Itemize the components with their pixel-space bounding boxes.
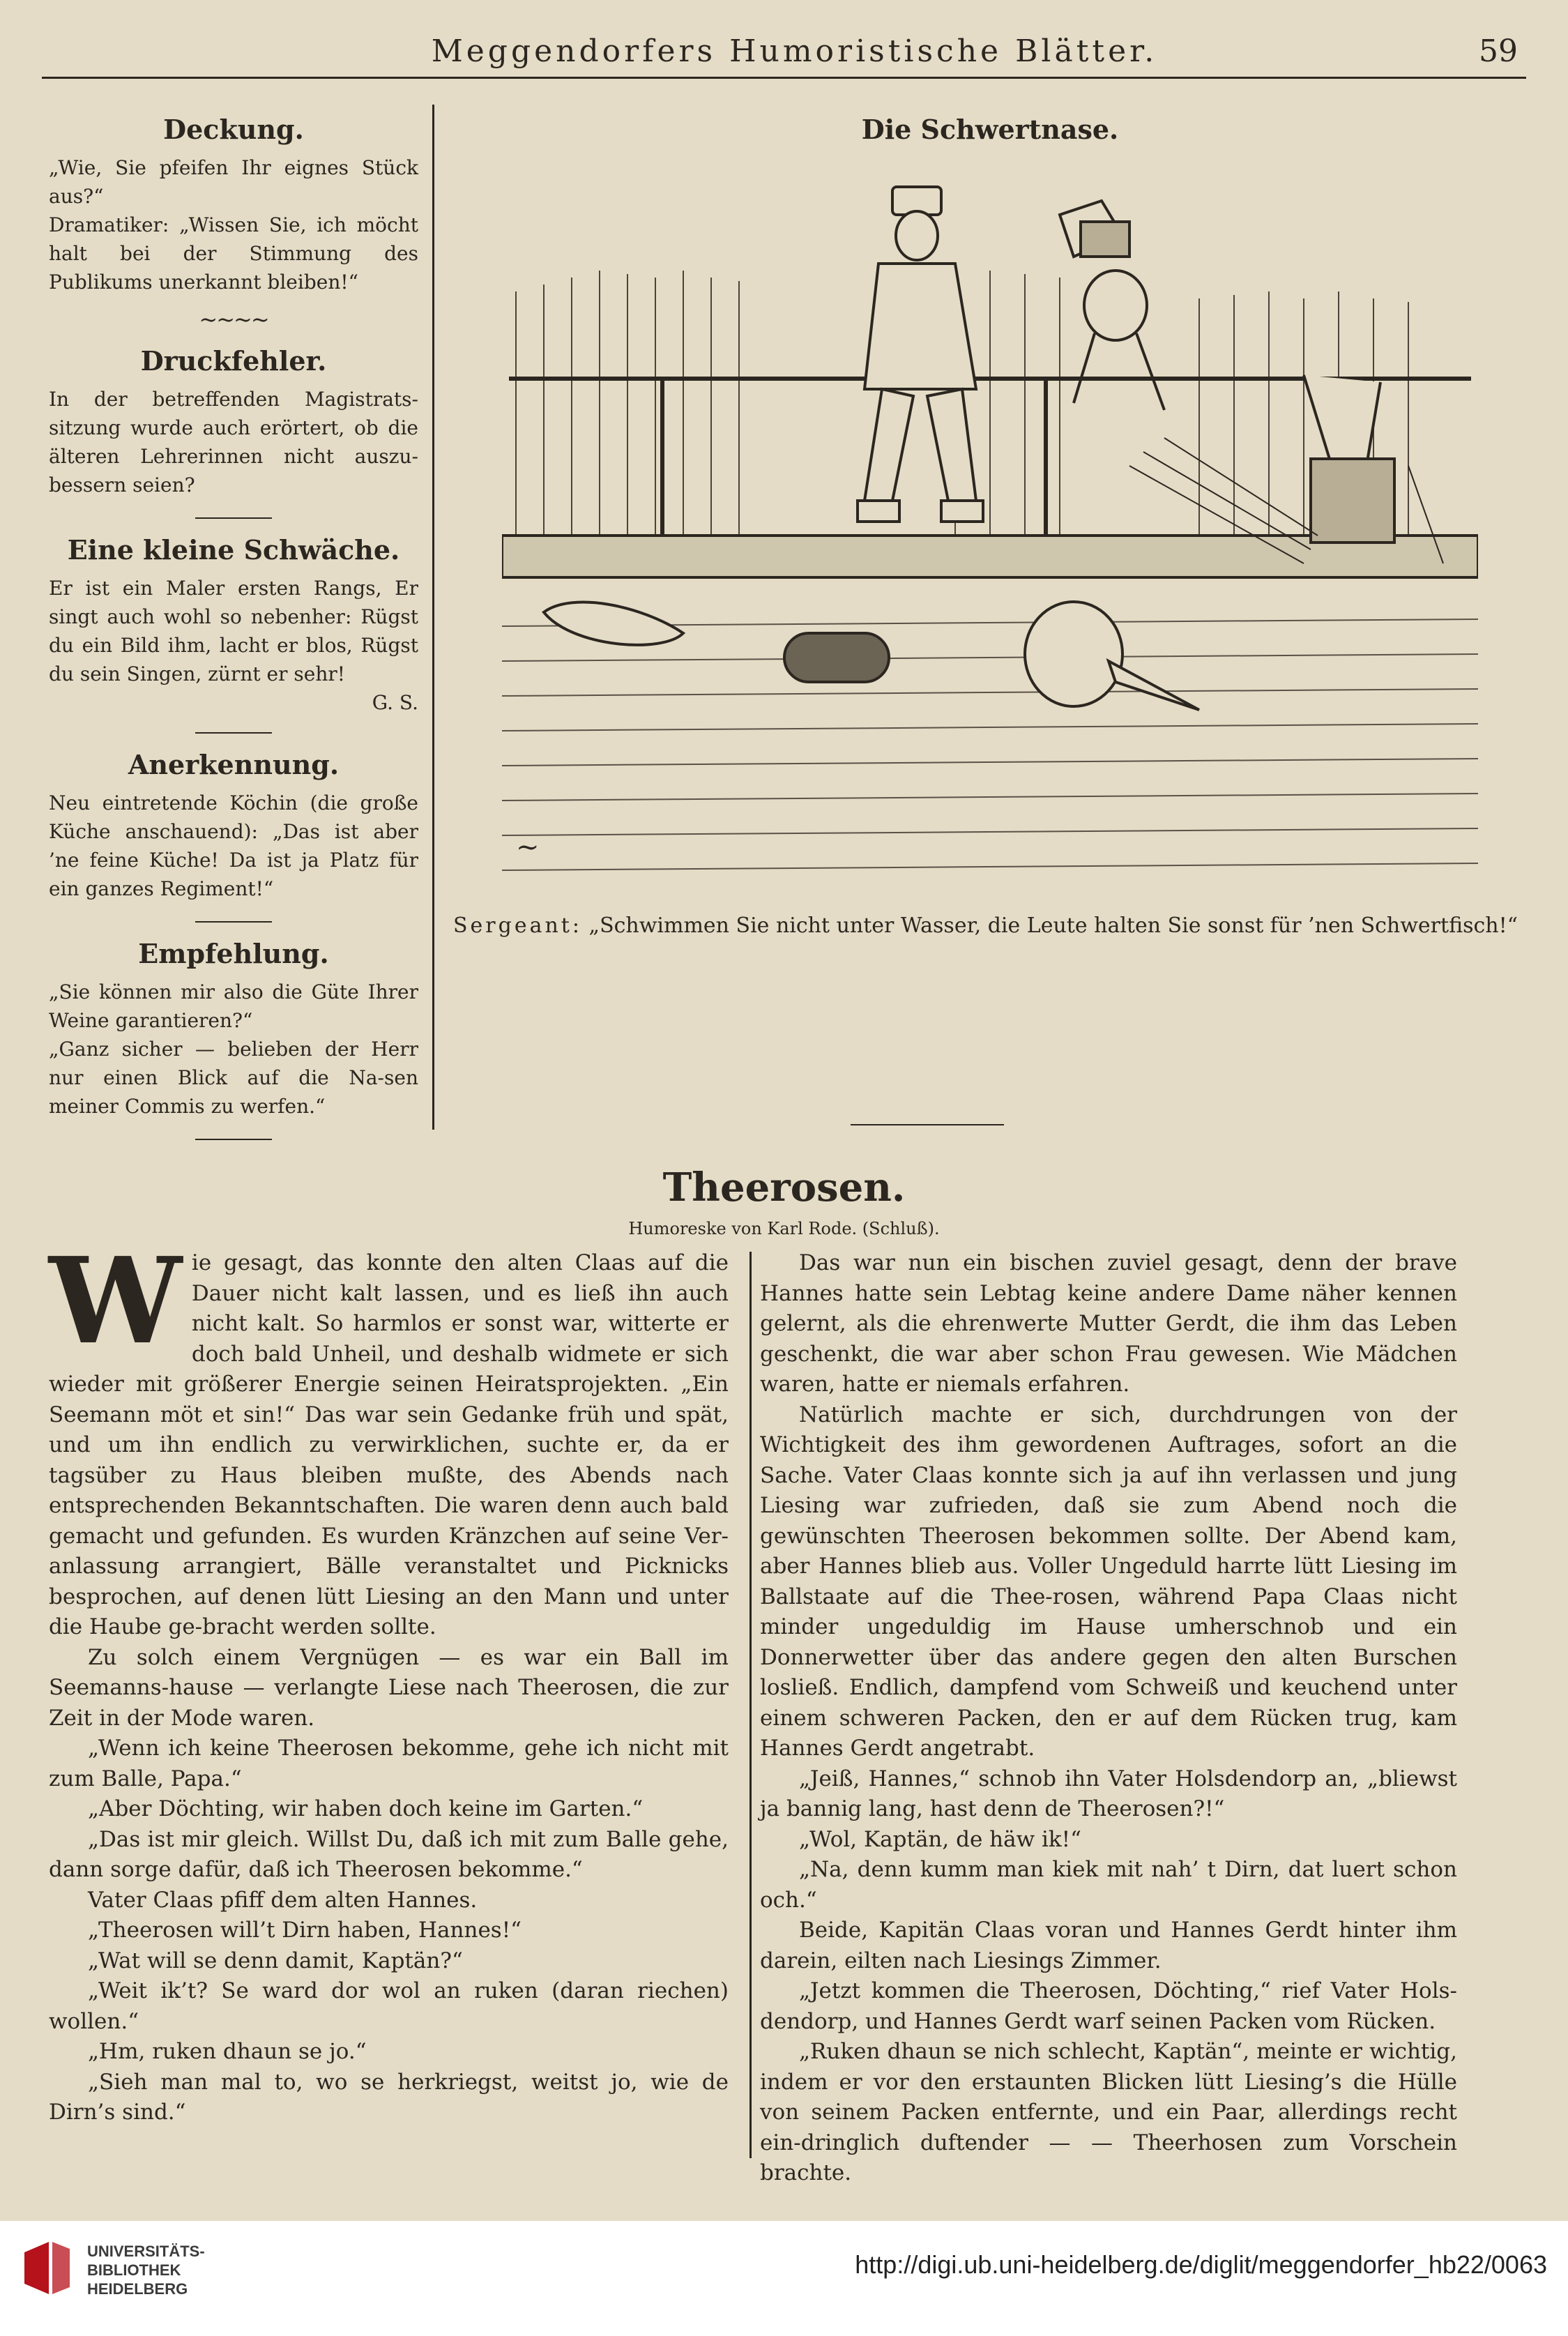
library-name bbox=[87, 2242, 205, 2298]
sergeant-figure bbox=[858, 187, 983, 522]
caption-speaker: Sergeant: bbox=[453, 913, 582, 938]
joke-title: Anerkennung. bbox=[128, 749, 340, 780]
story-paragraph: „Weit ik’t? Se ward dor wol an ruken (daran riechen) wollen.“ bbox=[49, 1978, 729, 2034]
artist-signature: ~ bbox=[516, 831, 540, 863]
joke-title: Empfehlung. bbox=[138, 938, 329, 969]
story-paragraph: „Jeiß, Hannes,“ schnob ihn Vater Holsdendorp an, „bliewst ja bannig lang, hast denn de Theerosen?!“ bbox=[760, 1766, 1457, 1821]
joke-anerkennung bbox=[49, 749, 418, 923]
story-subtitle: Humoreske von Karl Rode. (Schluß). bbox=[628, 1219, 940, 1238]
source-url[interactable]: http://digi.ub.uni-heidelberg.de/diglit/meggendorfer_hb22/0063 bbox=[855, 2250, 1547, 2279]
joke-text: Neu eintretende Köchin (die große Küche anschauend): „Das ist aber ’ne feine Küche! Da ist ja Platz für ein ganzes Regiment!“ bbox=[49, 791, 418, 900]
joke-schwaeche bbox=[49, 534, 418, 734]
cartoon-title: Die Schwertnase. bbox=[861, 114, 1119, 145]
caption-text: „Schwimmen Sie nicht unter Wasser, die Leute halten Sie sonst für ’nen Schwertfisch!“ bbox=[588, 913, 1518, 938]
story-paragraph: „Jetzt kommen die Theerosen, Döchting,“ rief Vater Hols-dendorp, und Hannes Gerdt warf seinen Packen vom Rücken. bbox=[760, 1978, 1457, 2034]
story-paragraph: „Aber Döchting, wir haben doch keine im Garten.“ bbox=[88, 1796, 644, 1821]
plunging-swimmer bbox=[1304, 375, 1394, 543]
joke-druckfehler bbox=[49, 345, 418, 519]
joke-title: Druckfehler. bbox=[140, 345, 327, 377]
separator-rule bbox=[195, 517, 272, 519]
story-paragraph: „Hm, ruken dhaun se jo.“ bbox=[88, 2039, 367, 2064]
story-title: Theerosen. bbox=[662, 1165, 906, 1211]
story-paragraph: „Wol, Kaptän, de häw ik!“ bbox=[799, 1826, 1081, 1852]
joke-empfehlung bbox=[49, 938, 418, 1140]
running-head bbox=[63, 28, 1526, 77]
joke-signature: G. S. bbox=[372, 691, 418, 714]
joke-text: „Ganz sicher — belieben der Herr nur einen Blick auf die Na-sen meiner Commis zu werfen.“ bbox=[49, 1038, 418, 1118]
story-paragraph: Beide, Kapitän Claas voran und Hannes Gerdt hinter ihm darein, eilten nach Liesings Zimmer. bbox=[760, 1918, 1457, 1973]
separator-rule bbox=[195, 732, 272, 734]
cartoon-block bbox=[453, 101, 1527, 941]
running-title: Meggendorfers Humoristische Blätter. bbox=[431, 33, 1158, 69]
header-rule bbox=[42, 77, 1526, 79]
separator-rule bbox=[195, 921, 272, 923]
drop-cap: W bbox=[49, 1231, 182, 1371]
joke-text: In der betreffenden Magistrats-sitzung wurde auch erörtert, ob die älteren Lehrerinnen nicht auszu-bessern seien? bbox=[49, 388, 418, 496]
story-paragraph: Das war nun ein bischen zuviel gesagt, denn der brave Hannes hatte sein Lebtag keine andere Dame näher kennen gelernt, als die ehrenwerte Mutter Gerdt, die ihm das Leben geschenkt, die war aber schon Frau gewesen. Wie Mädchen waren, hatte er niemals erfahren. bbox=[760, 1250, 1457, 1397]
joke-title: Eine kleine Schwäche. bbox=[67, 534, 400, 566]
story-paragraph: „Na, denn kumm man kiek mit nah’ t Dirn, dat luert schon och.“ bbox=[760, 1857, 1457, 1913]
story-paragraph: „Theerosen will’t Dirn haben, Hannes!“ bbox=[88, 1918, 522, 1943]
library-footer bbox=[0, 2221, 1568, 2336]
joke-text: Er ist ein Maler ersten Rangs, Er singt auch wohl so nebenher: Rügst du ein Bild ihm, lacht er blos, Rügst du sein Singen, zürnt er sehr! bbox=[49, 577, 418, 685]
library-name-line: UNIVERSITÄTS- bbox=[87, 2243, 205, 2260]
joke-deckung bbox=[49, 114, 418, 333]
column-divider bbox=[749, 1252, 752, 2158]
story-paragraph: ie gesagt, das konnte den alten Claas auf die Dauer nicht kalt lassen, und es ließ ihn auch nicht kalt. So harmlos er sonst war, witterte er doch bald Unheil, und deshalb widmete er sich wieder mit größerer Energie seinen Heiratsprojekten. „Ein Seemann möt et sin!“ Das war sein Gedanke früh und spät, und um ihn endlich zu verwirklichen, suchte er, da er tagsüber zu Haus bleiben mußte, des Abends nach entsprechenden Bekanntschaften. Die waren denn auch bald gemacht und gefunden. Es wurden Kränzchen auf seine Ver-anlassung arrangiert, Bälle veranstaltet und Picknicks besprochen, auf denen lütt Liesing an den Mann und unter die Haube ge-bracht werden sollte. bbox=[49, 1250, 729, 1639]
story-paragraph: Natürlich machte er sich, durchdrungen von der Wichtigkeit des ihm gewordenen Auftrages, sofort an die Sache. Vater Claas konnte sich ja auf ihn verlassen und jung Liesing war zufrieden, daß sie zum Abend noch die gewünschten Theerosen bekommen sollte. Der Abend kam, aber Hannes blieb aus. Voller Ungeduld harrte lütt Liesing im Ballstaate auf die Thee-rosen, während Papa Claas nicht minder ungeduldig im Hause umherschnob und ein Donnerwetter über das andere gegen den alten Burschen losließ. Endlich, dampfend vom Schweiß und keuchend unter einem schweren Packen, den er auf dem Rücken trug, kam Hannes Gerdt angetrabt. bbox=[760, 1402, 1457, 1761]
separator-rule bbox=[851, 1124, 1004, 1125]
joke-text: „Wie, Sie pfeifen Ihr eignes Stück aus?“ bbox=[49, 156, 418, 208]
story-column-left bbox=[49, 1231, 729, 2128]
university-logo-icon bbox=[21, 2238, 73, 2298]
story-paragraph: „Sieh man mal to, wo se herkriegst, weitst jo, wie de Dirn’s sind.“ bbox=[49, 2069, 729, 2125]
jokes-column bbox=[49, 101, 418, 1155]
column-divider bbox=[432, 105, 434, 1130]
cartoon-illustration bbox=[502, 173, 1478, 898]
story-paragraph: „Ruken dhaun se nich schlecht, Kaptän“, meinte er wichtig, indem er vor den erstaunten Blicken lütt Liesing’s die Hülle von seinem Packen entfernte, und ein Paar, allerdings recht ein-dringlich duftender — — Theerhosen zum Vorschein brachte. bbox=[760, 2039, 1457, 2185]
story-paragraph: Vater Claas pfiff dem alten Hannes. bbox=[88, 1887, 478, 1913]
story-paragraph: „Wat will se denn damit, Kaptän?“ bbox=[88, 1948, 463, 1973]
tilde-separator: ~~~~ bbox=[199, 306, 268, 333]
cartoon-caption bbox=[453, 911, 1527, 941]
story-paragraph: Zu solch einem Vergnügen — es war ein Ball im Seemanns-hause — verlangte Liese nach Theerosen, die zur Zeit in der Mode waren. bbox=[49, 1644, 729, 1731]
separator-rule bbox=[195, 1139, 272, 1140]
story-opening bbox=[49, 1231, 729, 1643]
story-column-right bbox=[760, 1248, 1457, 2189]
library-name-line: BIBLIOTHEK bbox=[87, 2261, 181, 2279]
library-name-line: HEIDELBERG bbox=[87, 2280, 188, 2298]
story-paragraph: „Wenn ich keine Theerosen bekomme, gehe ich nicht mit zum Balle, Papa.“ bbox=[49, 1736, 729, 1791]
page-number: 59 bbox=[1479, 33, 1518, 69]
story-paragraph: „Das ist mir gleich. Willst Du, daß ich mit zum Balle gehe, dann sorge dafür, daß ich Theerosen bekomme.“ bbox=[49, 1826, 729, 1882]
joke-title: Deckung. bbox=[163, 114, 304, 145]
joke-text: „Sie können mir also die Güte Ihrer Weine garantieren?“ bbox=[49, 980, 418, 1032]
water-hatching bbox=[502, 619, 1478, 870]
joke-text: Dramatiker: „Wissen Sie, ich möcht halt bei der Stimmung des Publikums unerkannt bleiben!“ bbox=[49, 213, 418, 294]
